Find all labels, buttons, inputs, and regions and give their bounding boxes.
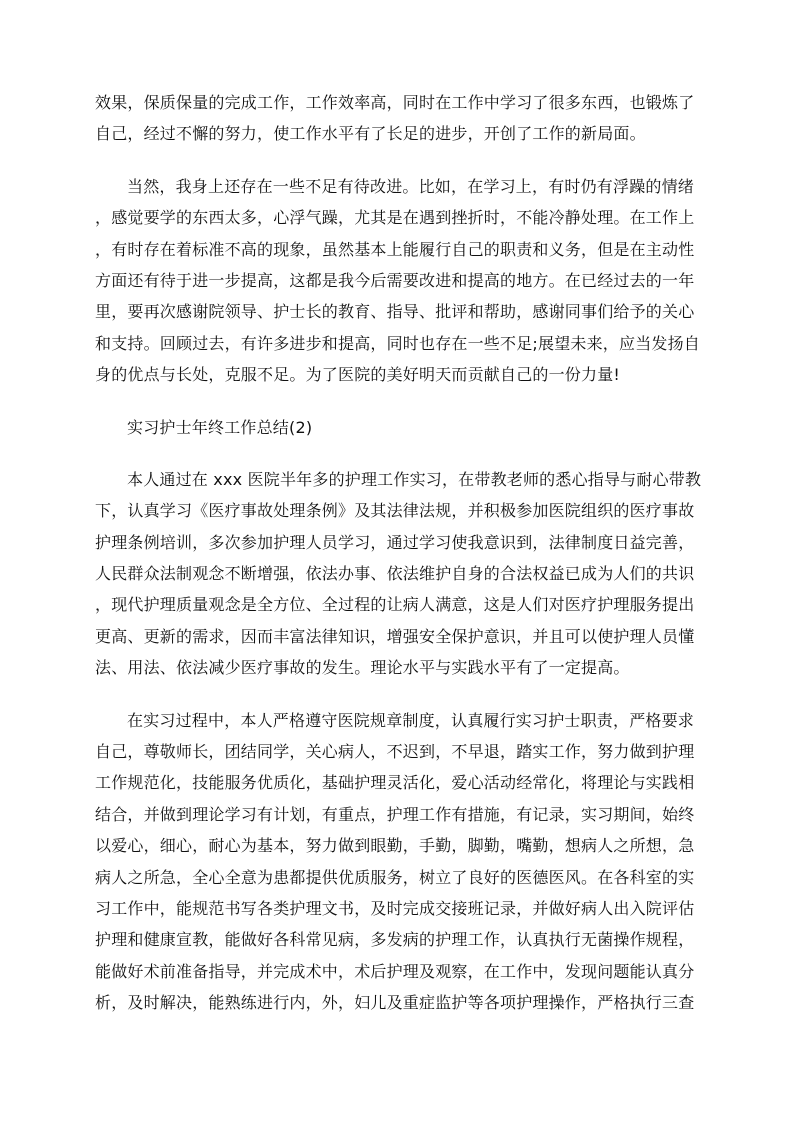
document-page	[95, 87, 702, 1040]
section-heading: 实习护士年终工作总结(2)	[127, 417, 313, 437]
text-line: 和支持。回顾过去，有许多进步和提高，同时也存在一些不足;展望未来，应当发扬自	[95, 333, 700, 353]
text-line: 里，要再次感谢院领导、护士长的教育、指导、批评和帮助，感谢同事们给予的关心	[95, 302, 695, 322]
text-line: 护理条例培训，多次参加护理人员学习，通过学习使我意识到，法律制度日益完善，	[95, 532, 695, 552]
paragraph-1	[95, 87, 699, 150]
text-line: 当然，我身上还存在一些不足有待改进。比如，在学习上，有时仍有浮躁的情绪	[127, 176, 695, 196]
text-line: 析，及时解决，能熟练进行内，外，妇儿及重症监护等各项护理操作，严格执行三查	[95, 993, 695, 1013]
text-line: 在实习过程中，本人严格遵守医院规章制度，认真履行实习护士职责，严格要求	[127, 710, 695, 730]
text-line: 方面还有待于进一步提高，这都是我今后需要改进和提高的地方。在已经过去的一年	[95, 270, 695, 290]
text-line: 下，认真学习《医疗事故处理条例》及其法律法规，并积极参加医院组织的医疗事故	[95, 501, 695, 521]
text-line: 能做好术前准备指导，并完成术中，术后护理及观察，在工作中，发现问题能认真分	[95, 961, 695, 981]
text-line: ，有时存在着标准不高的现象，虽然基本上能履行自己的职责和义务，但是在主动性	[95, 239, 695, 259]
text-line: 身的优点与长处，克服不足。为了医院的美好明天而贡献自己的一份力量!	[95, 365, 621, 385]
text-line: 效果，保质保量的完成工作，工作效率高，同时在工作中学习了很多东西，也锻炼了	[95, 93, 695, 112]
text-line: 工作规范化，技能服务优质化，基础护理灵活化，爱心活动经常化，将理论与实践相	[95, 773, 695, 793]
text-line: 自己，经过不懈的努力，使工作水平有了长足的进步，开创了工作的新局面。	[95, 124, 646, 144]
section-heading-block	[95, 412, 699, 443]
paragraph-4	[95, 705, 699, 1019]
text-line: 更高、更新的需求，因而丰富法律知识，增强安全保护意识，并且可以使护理人员懂	[95, 626, 695, 646]
text-line: 人民群众法制观念不断增强，依法办事、依法维护自身的合法权益已成为人们的共识	[95, 564, 695, 584]
text-line: 结合，并做到理论学习有计划，有重点，护理工作有措施，有记录，实习期间，始终	[95, 804, 695, 824]
text-line: 护理和健康宣教，能做好各科常见病，多发病的护理工作，认真执行无菌操作规程，	[95, 930, 695, 950]
text-line: 以爱心，细心，耐心为基本，努力做到眼勤，手勤，脚勤，嘴勤，想病人之所想，急	[95, 836, 695, 856]
text-line: ，感觉要学的东西太多，心浮气躁，尤其是在遇到挫折时，不能冷静处理。在工作上	[95, 208, 695, 228]
paragraph-2	[95, 171, 699, 391]
text-line: 病人之所急，全心全意为患都提供优质服务，树立了良好的医德医风。在各科室的实	[95, 867, 695, 887]
text-line: 习工作中，能规范书写各类护理文书，及时完成交接班记录，并做好病人出入院评估	[95, 898, 695, 918]
paragraph-3	[95, 464, 702, 684]
text-line: ，现代护理质量观念是全方位、全过程的让病人满意，这是人们对医疗护理服务提出	[95, 595, 695, 615]
text-line: 本人通过在 xxx 医院半年多的护理工作实习，在带教老师的悉心指导与耐心带教	[127, 469, 702, 489]
text-line: 法、用法、依法减少医疗事故的发生。理论水平与实践水平有了一定提高。	[95, 658, 630, 678]
text-line: 自己，尊敬师长，团结同学，关心病人，不迟到，不早退，踏实工作，努力做到护理	[95, 742, 695, 762]
